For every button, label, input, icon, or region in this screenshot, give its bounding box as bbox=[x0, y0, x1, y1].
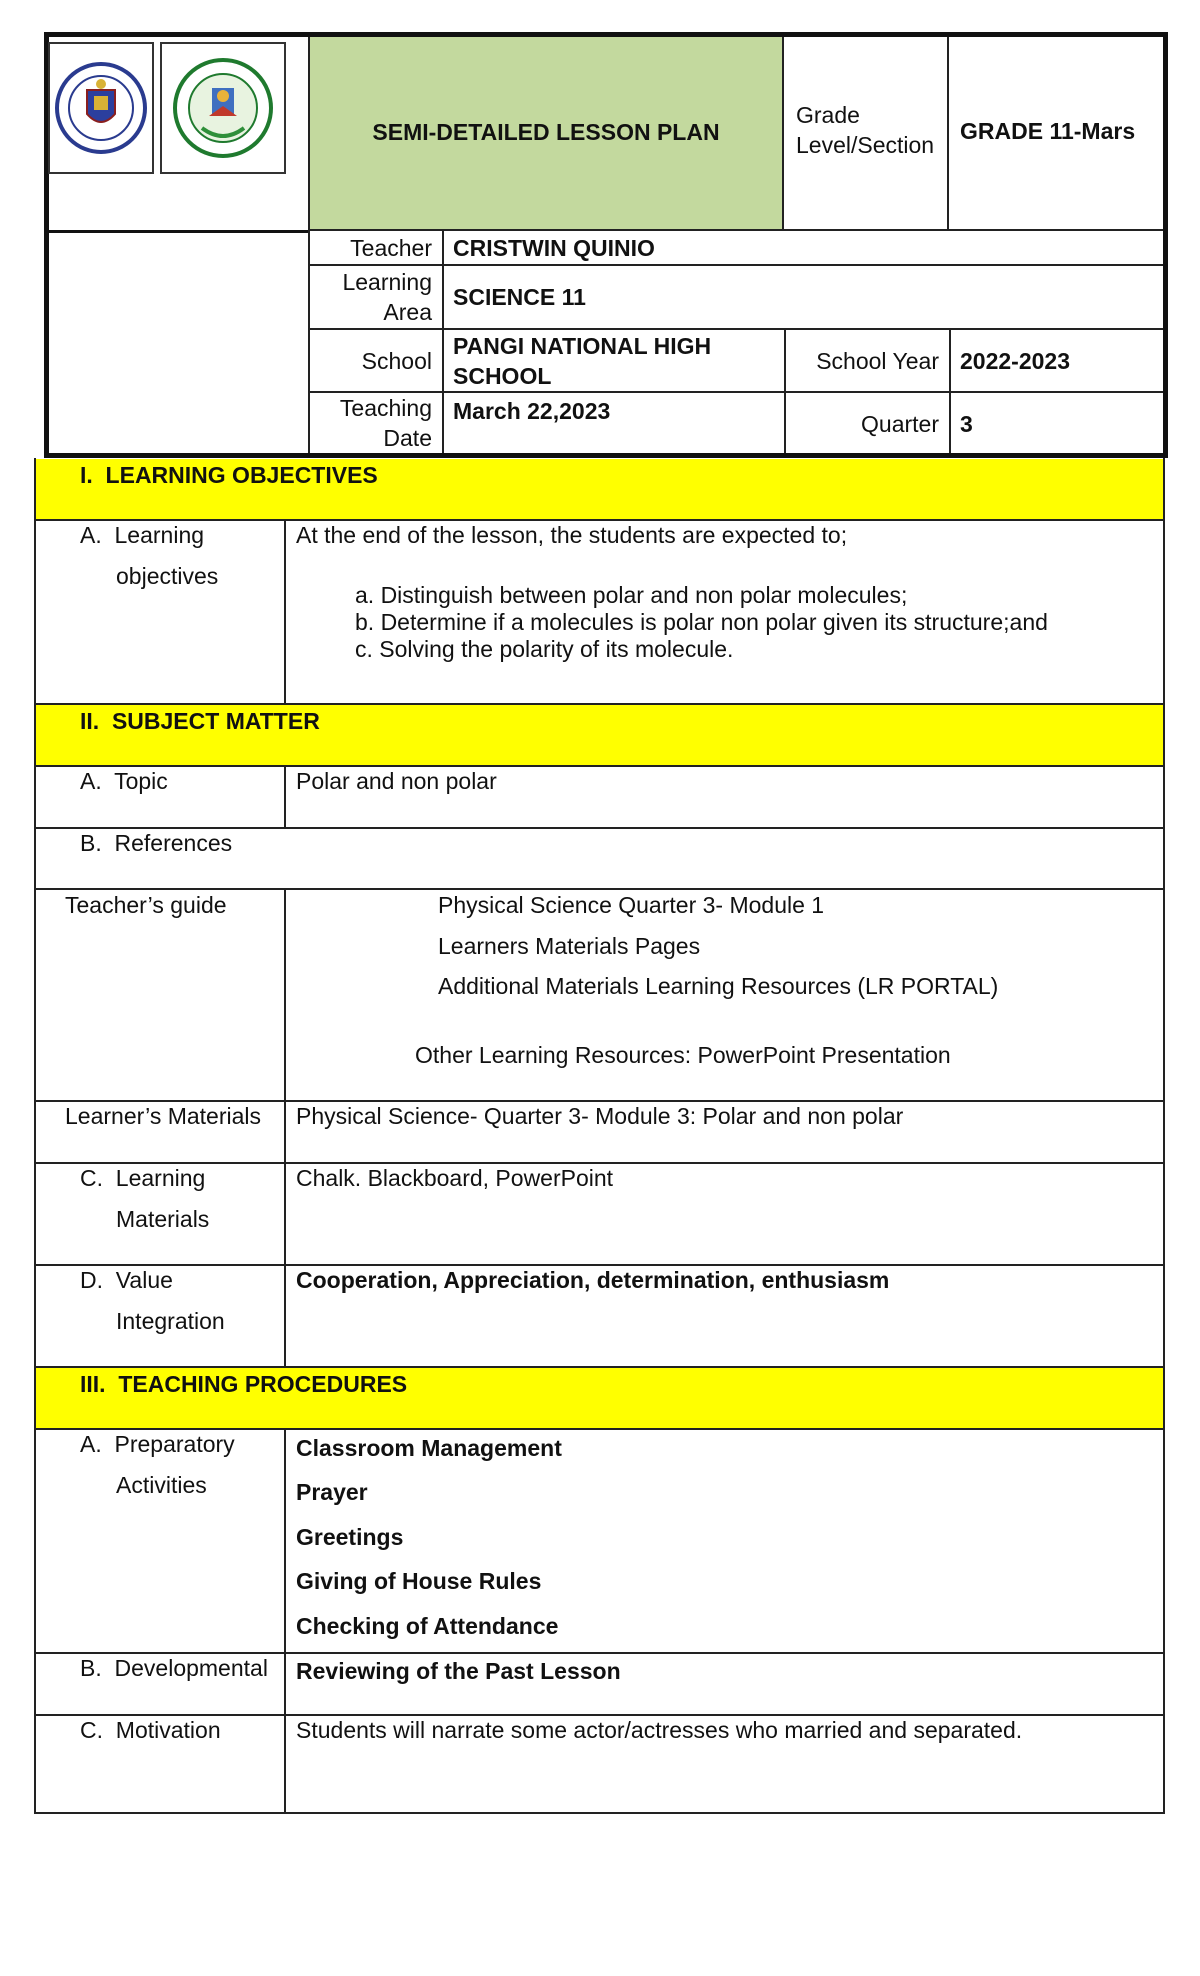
learning-area-value: SCIENCE 11 bbox=[453, 284, 586, 310]
section-1-heading: I. LEARNING OBJECTIVES bbox=[80, 462, 378, 488]
motivation-label: C. Motivation bbox=[80, 1717, 221, 1743]
value-integration-value: Cooperation, Appreciation, determination, enthusiasm bbox=[296, 1267, 890, 1293]
grade-value-cell bbox=[949, 37, 1163, 231]
school-value: PANGI NATIONAL HIGH SCHOOL bbox=[453, 333, 712, 389]
preparatory-label-line2: Activities bbox=[116, 1472, 207, 1498]
section-2-heading: II. SUBJECT MATTER bbox=[80, 708, 320, 734]
page-title: SEMI-DETAILED LESSON PLAN bbox=[372, 119, 720, 145]
school-label: School bbox=[361, 348, 432, 374]
teacher-label: Teacher bbox=[350, 235, 432, 261]
topic-label: A. Topic bbox=[80, 768, 168, 794]
teachers-guide-item-3: Additional Materials Learning Resources (LR PORTAL) bbox=[438, 973, 999, 999]
grade-label: Grade Level/Section bbox=[796, 102, 935, 158]
objective-c: c. Solving the polarity of its molecule. bbox=[355, 636, 734, 662]
learning-materials-value: Chalk. Blackboard, PowerPoint bbox=[296, 1165, 614, 1191]
developmental-label: B. Developmental bbox=[80, 1655, 268, 1681]
preparatory-item-4: Giving of House Rules bbox=[296, 1568, 542, 1594]
teachers-guide-label: Teacher’s guide bbox=[65, 892, 227, 918]
teachers-guide-item-2: Learners Materials Pages bbox=[438, 933, 701, 959]
references-label: B. References bbox=[80, 830, 233, 856]
preparatory-item-5: Checking of Attendance bbox=[296, 1613, 559, 1639]
learning-materials-label-line2: Materials bbox=[116, 1206, 210, 1232]
grade-level-label bbox=[796, 100, 946, 160]
deped-seal-logo bbox=[48, 42, 154, 174]
teachers-guide-label-cell bbox=[36, 890, 286, 1102]
preparatory-label-line1: A. Preparatory bbox=[80, 1431, 235, 1457]
objectives-label-line1: A. Learning bbox=[80, 522, 205, 548]
objective-b: b. Determine if a molecules is polar non polar given its structure;and bbox=[355, 609, 1048, 635]
school-year-value: 2022-2023 bbox=[960, 348, 1070, 374]
topic-value: Polar and non polar bbox=[296, 768, 497, 794]
date-label: Teaching Date bbox=[339, 395, 432, 451]
school-year-label: School Year bbox=[816, 348, 939, 374]
developmental-value: Reviewing of the Past Lesson bbox=[296, 1658, 621, 1684]
value-integration-label-line1: D. Value bbox=[80, 1267, 173, 1293]
teacher-value: CRISTWIN QUINIO bbox=[453, 235, 655, 261]
grade-value: GRADE 11-Mars bbox=[960, 118, 1136, 144]
section-3-heading: III. TEACHING PROCEDURES bbox=[80, 1371, 408, 1397]
objective-a: a. Distinguish between polar and non polar molecules; bbox=[355, 582, 908, 608]
learners-materials-value: Physical Science- Quarter 3- Module 3: Polar and non polar bbox=[296, 1103, 904, 1129]
learning-materials-label-line1: C. Learning bbox=[80, 1165, 206, 1191]
learning-area-label: Learning Area bbox=[342, 269, 432, 325]
value-integration-label-line2: Integration bbox=[116, 1308, 225, 1334]
motivation-value: Students will narrate some actor/actresses who married and separated. bbox=[296, 1717, 1023, 1743]
preparatory-item-2: Prayer bbox=[296, 1479, 368, 1505]
teachers-guide-item-1: Physical Science Quarter 3- Module 1 bbox=[438, 892, 825, 918]
date-value: March 22,2023 bbox=[453, 398, 611, 424]
quarter-label: Quarter bbox=[861, 411, 939, 437]
other-resources: Other Learning Resources: PowerPoint Presentation bbox=[415, 1042, 951, 1068]
learners-materials-label: Learner’s Materials bbox=[65, 1103, 262, 1129]
preparatory-item-3: Greetings bbox=[296, 1524, 404, 1550]
objectives-intro: At the end of the lesson, the students are expected to; bbox=[296, 522, 848, 548]
quarter-value: 3 bbox=[960, 411, 973, 437]
preparatory-item-1: Classroom Management bbox=[296, 1435, 562, 1461]
objectives-label-line2: objectives bbox=[116, 563, 219, 589]
logo-row-divider bbox=[49, 229, 308, 233]
school-logo bbox=[160, 42, 286, 174]
preparatory-label-cell bbox=[36, 1430, 286, 1654]
